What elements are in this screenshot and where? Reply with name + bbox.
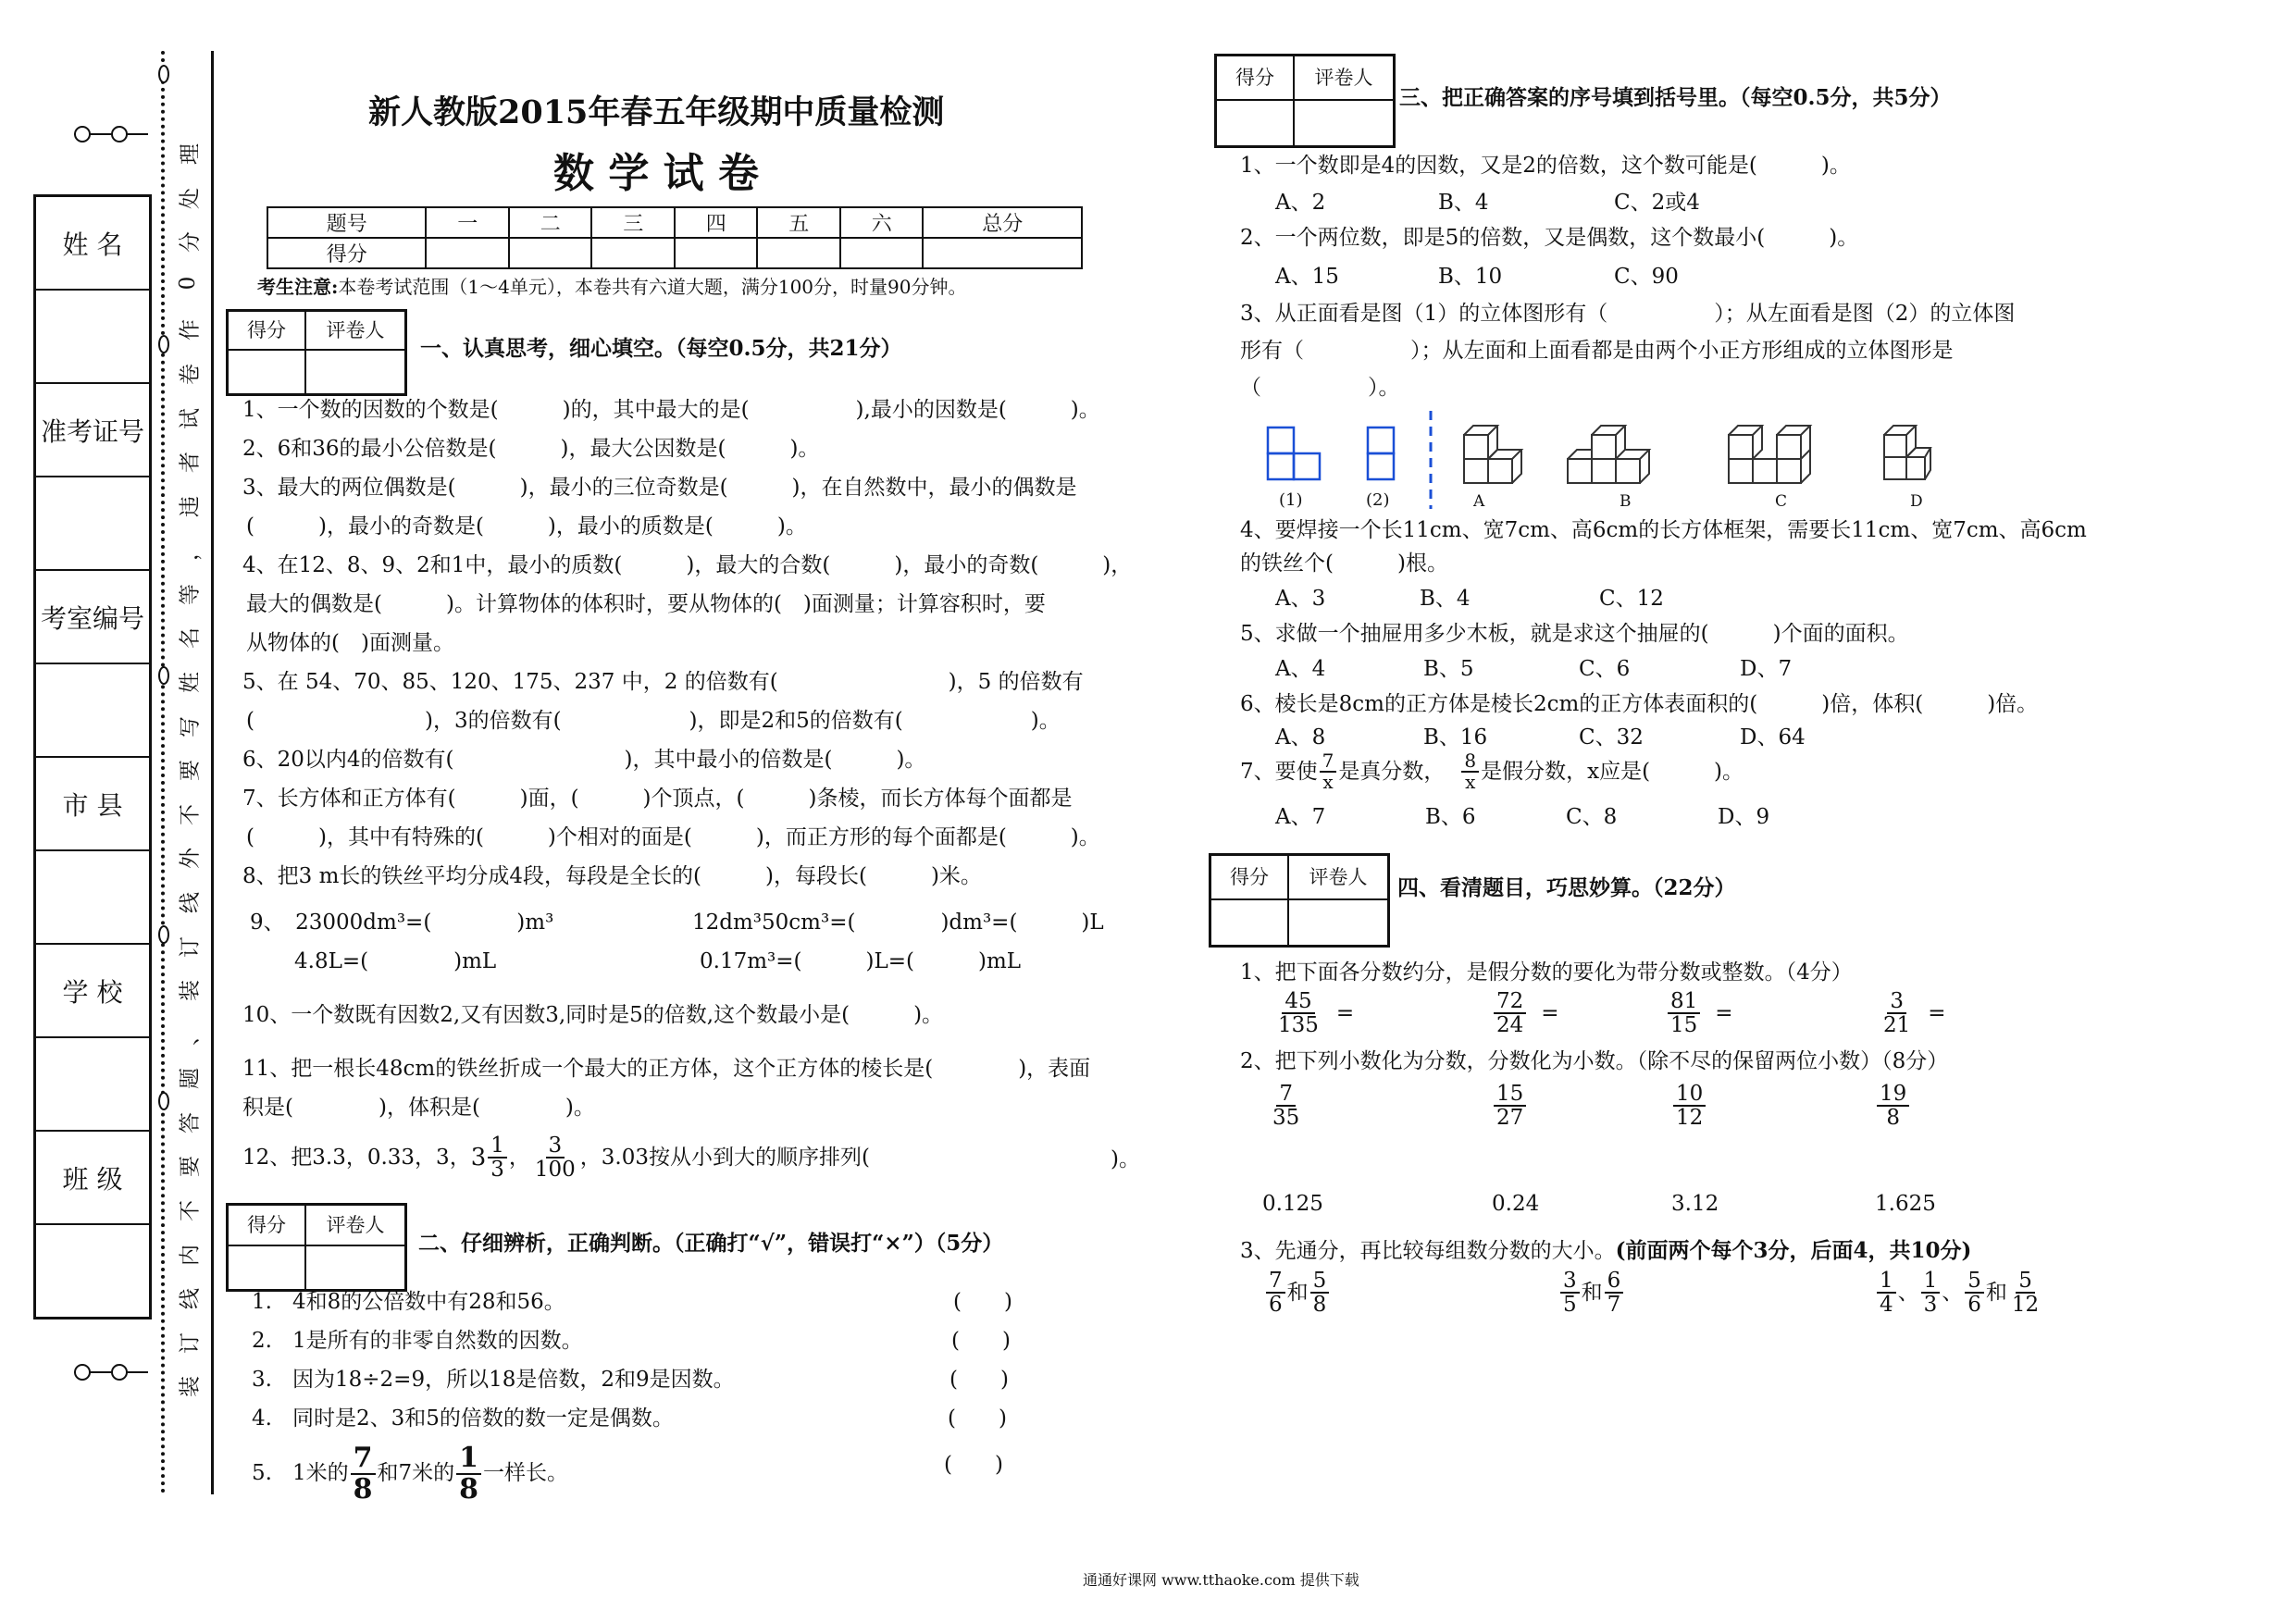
- fig-label-1: (1): [1279, 490, 1303, 510]
- fig-label-a: A: [1473, 492, 1485, 511]
- score-cell[interactable]: [840, 238, 924, 268]
- binding-char: 订: [178, 1332, 203, 1354]
- mc-q6-opt-d: D、64: [1740, 725, 1806, 750]
- exam-subtitle: 数 学 试 卷: [553, 150, 759, 197]
- mc-q2-opt-c: C、90: [1614, 265, 1679, 289]
- q10: 10、一个数既有因数2,又有因数3,同时是5的倍数,这个数最小是( )。: [242, 1003, 944, 1027]
- name-field[interactable]: [36, 291, 149, 384]
- binding-hole: [158, 65, 169, 83]
- judge-paren-1[interactable]: ( ): [953, 1290, 1012, 1314]
- q9-b: 12dm³50cm³=( )dm³=( )L: [692, 911, 1104, 935]
- binding-char: 要: [178, 760, 203, 782]
- exam-title: 新人教版2015年春五年级期中质量检测: [368, 93, 945, 131]
- judge-paren-2[interactable]: ( ): [951, 1329, 1011, 1353]
- q12-end: )。: [1111, 1147, 1140, 1171]
- binding-char: 者: [178, 452, 203, 474]
- binding-char: 线: [178, 891, 203, 913]
- mc-q7: 7、要使 $\frac{7}{x}$ 是真分数， $\frac{8}{x}$ 是假分数，x应是( )。: [1240, 750, 1744, 793]
- fig-label-d: D: [1910, 492, 1923, 511]
- binding-dotted-line: [161, 51, 165, 1494]
- binding-char: ，: [178, 539, 203, 562]
- exam-notice: [257, 278, 966, 296]
- binding-hole: [158, 1092, 169, 1110]
- mc-q1-opt-c: C、2或4: [1614, 191, 1700, 215]
- q9-a: 9、 23000dm³=( )m³: [250, 911, 554, 935]
- convert-decimal: 0.24: [1492, 1192, 1540, 1216]
- solid-b-figure: [1568, 426, 1649, 483]
- mc-q2-opt-b: B、10: [1438, 265, 1503, 289]
- convert-fraction: $\frac{7}{35}$: [1272, 1082, 1300, 1131]
- convert-fraction: $\frac{15}{27}$: [1492, 1083, 1528, 1129]
- fig-label-b: B: [1620, 492, 1632, 511]
- grader-box-section1: 得分 评卷人: [226, 309, 407, 396]
- mc-q6-opt-b: B、16: [1423, 725, 1488, 750]
- fill-blank-line: 2、6和36的最小公倍数是( )，最大公因数是( )。: [242, 437, 820, 461]
- solid-c-figure: [1729, 426, 1810, 483]
- binding-char: 、: [178, 1023, 203, 1046]
- mc-q4-opt-b: B、4: [1420, 587, 1471, 611]
- score-row-label: 得分: [267, 238, 426, 268]
- score-cell[interactable]: [509, 238, 592, 268]
- binding-char: 卷: [178, 363, 203, 385]
- fill-blank-line: 8、把3 m长的铁丝平均分成4段，每段是全长的( )，每段长( )米。: [242, 864, 982, 888]
- q12: 12、把3.3，0.33，3， 3 $\frac{1}{3}$ ， $\frac{3}{100}$ ，3.03按从小到大的顺序排列(: [242, 1134, 870, 1183]
- mc-q2: 2、一个两位数，即是5的倍数，又是偶数，这个数最小( )。: [1240, 226, 1859, 250]
- binding-hole: [158, 335, 169, 353]
- binding-char: 名: [178, 627, 203, 650]
- fig-label-2: (2): [1366, 490, 1390, 510]
- score-cell[interactable]: [923, 238, 1082, 268]
- mc-q4-opt-c: C、12: [1599, 587, 1664, 611]
- binding-char: 违: [178, 495, 203, 517]
- score-header-cell: 二: [509, 207, 592, 238]
- binding-hole: [158, 925, 169, 944]
- judge-paren-5[interactable]: ( ): [944, 1453, 1003, 1477]
- mc-q4-line1: 4、要焊接一个长11cm、宽7cm、高6cm的长方体框架，需要长11cm、宽7cm、高6cm: [1240, 518, 2087, 542]
- binding-char: 理: [178, 143, 203, 165]
- grader-box-section4: 得分 评卷人: [1209, 853, 1390, 948]
- fill-blank-line: 3、最大的两位偶数是( )，最小的三位奇数是( )，在自然数中，最小的偶数是: [242, 476, 1077, 500]
- section2-title: 二、仔细辨析，正确判断。（正确打“√”，错误打“×”）（5分）: [418, 1231, 1004, 1256]
- binding-char: 不: [178, 1200, 203, 1222]
- school-label: 学 校: [36, 945, 149, 1038]
- compare-group-3: $\frac{1}{4}$ 、 $\frac{1}{3}$ 、 $\frac{5}{6}$ 和 $\frac{5}{12}$: [1875, 1270, 2043, 1316]
- score-header-cell: 五: [757, 207, 840, 238]
- reduce-fraction: $\frac{3}{21}$ =: [1883, 989, 1946, 1038]
- mc-q1-opt-b: B、4: [1438, 191, 1489, 215]
- convert-decimal: 3.12: [1671, 1192, 1719, 1216]
- mc-q6-opt-a: A、8: [1275, 725, 1326, 750]
- mc-q5-opt-d: D、7: [1740, 657, 1793, 681]
- mc-q2-opt-a: A、15: [1275, 265, 1339, 289]
- judge-item-4: 4. 同时是2、3和5的倍数的数一定是偶数。: [252, 1406, 674, 1431]
- judge-item-2: 2. 1是所有的非零自然数的因数。: [252, 1329, 583, 1353]
- mc-q1: 1、一个数即是4的因数，又是2的倍数，这个数可能是( )。: [1240, 154, 1851, 178]
- grader-box-section2: 得分 评卷人: [226, 1203, 407, 1292]
- mc-q6-opt-c: C、32: [1579, 725, 1644, 750]
- q11-line1: 11、把一根长48cm的铁丝折成一个最大的正方体，这个正方体的棱长是( )，表面: [242, 1057, 1091, 1081]
- binding-top-ornament: [74, 130, 148, 139]
- room-number-label: 考室编号: [36, 571, 149, 664]
- notice-label: 考生注意:: [257, 276, 339, 298]
- binding-char: 处: [178, 187, 203, 209]
- binding-char: 姓: [178, 672, 203, 694]
- mc-q3-line3: （ ）。: [1240, 376, 1400, 400]
- exam-number-field[interactable]: [36, 477, 149, 571]
- room-number-field[interactable]: [36, 664, 149, 758]
- binding-char: 订: [178, 935, 203, 958]
- fill-blank-line: ( )，最小的奇数是( )，最小的质数是( )。: [246, 514, 807, 539]
- footer-credit: 通通好课网 www.tthaoke.com 提供下载: [1083, 1571, 1359, 1589]
- score-header-cell: 总分: [923, 207, 1082, 238]
- binding-char: 不: [178, 803, 203, 825]
- binding-char: 装: [178, 1376, 203, 1398]
- binding-char: 答: [178, 1111, 203, 1134]
- view-1-figure: [1268, 427, 1320, 479]
- compare-group-2: $\frac{3}{5}$ 和 $\frac{6}{7}$: [1558, 1270, 1625, 1316]
- mc-q7-opt-a: A、7: [1275, 805, 1326, 829]
- grader-box-section3: 得分 评卷人: [1214, 54, 1396, 148]
- reduce-fraction: $\frac{81}{15}$ =: [1666, 990, 1733, 1036]
- binding-char: 题: [178, 1068, 203, 1090]
- judge-item-1: 1. 4和8的公倍数中有28和56。: [252, 1290, 565, 1314]
- calc-part3: 3、先通分，再比较每组数分数的大小。(前面两个每个3分，后面4，共10分): [1240, 1238, 1972, 1263]
- q9-d: 0.17m³=( )L=( )mL: [700, 949, 1022, 973]
- judge-item-3: 3. 因为18÷2=9，所以18是倍数，2和9是因数。: [252, 1368, 735, 1392]
- mc-q4-line2: 的铁丝个( )根。: [1240, 551, 1448, 576]
- binding-char: 分: [178, 231, 203, 254]
- mc-q7-opt-d: D、9: [1718, 805, 1770, 829]
- school-field[interactable]: [36, 1038, 149, 1132]
- binding-char: 要: [178, 1156, 203, 1178]
- mc-q7-opt-c: C、8: [1566, 805, 1618, 829]
- fill-blank-line: ( )，3的倍数有( )，即是2和5的倍数有( )。: [246, 709, 1061, 733]
- binding-char: 装: [178, 980, 203, 1002]
- view-2-figure: [1368, 427, 1394, 479]
- binding-hole: [158, 666, 169, 685]
- compare-group-1: $\frac{7}{6}$ 和 $\frac{5}{8}$: [1264, 1270, 1331, 1316]
- class-field[interactable]: [36, 1225, 149, 1317]
- fill-blank-line: 从物体的( )面测量。: [246, 631, 454, 655]
- binding-char: 内: [178, 1244, 203, 1266]
- mc-q5: 5、求做一个抽屉用多少木板，就是求这个抽屉的( )个面的面积。: [1240, 622, 1909, 646]
- mc-q7-opt-b: B、6: [1425, 805, 1476, 829]
- mc-q5-opt-b: B、5: [1423, 657, 1474, 681]
- q11-line2: 积是( )，体积是( )。: [242, 1096, 595, 1120]
- exam-number-label: 准考证号: [36, 384, 149, 477]
- binding-char: 0: [176, 276, 200, 291]
- score-header-cell: 四: [675, 207, 758, 238]
- score-cell[interactable]: [426, 238, 509, 268]
- judge-item-5: 5. 1米的 $\frac{7}{8}$ 和7米的 $\frac{1}{8}$ 一样长。: [252, 1442, 569, 1505]
- fill-blank-line: 4、在12、8、9、2和1中，最小的质数( )，最大的合数( )，最小的奇数( )，: [242, 553, 1133, 577]
- convert-decimal: 0.125: [1262, 1192, 1323, 1216]
- section3-title: 三、把正确答案的序号填到括号里。（每空0.5分，共5分）: [1399, 85, 1952, 110]
- score-cell[interactable]: [675, 238, 758, 268]
- section1-title: 一、认真思考，细心填空。（每空0.5分，共21分）: [420, 336, 902, 361]
- score-header-cell: 题号: [267, 207, 426, 238]
- q9-c: 4.8L=( )mL: [294, 949, 497, 973]
- fig-label-c: C: [1775, 492, 1788, 511]
- score-cell[interactable]: [757, 238, 840, 268]
- notice-text: 本卷考试范围（1～4单元），本卷共有六道大题，满分100分，时量90分钟。: [338, 276, 967, 298]
- student-info-box: [33, 194, 152, 1319]
- reduce-fraction: $\frac{72}{24}$ =: [1492, 990, 1559, 1036]
- county-field[interactable]: [36, 851, 149, 945]
- binding-bottom-ornament: [74, 1368, 148, 1377]
- convert-decimal: 1.625: [1875, 1192, 1936, 1216]
- fill-blank-line: 最大的偶数是( )。计算物体的体积时，要从物体的( )面测量；计算容积时，要: [246, 592, 1046, 616]
- mc-q3-line2: 形有（ ）；从左面和上面看都是由两个小正方形组成的立体图形是: [1240, 339, 1954, 363]
- class-label: 班 级: [36, 1132, 149, 1225]
- score-summary-table: [267, 206, 1083, 269]
- mc-q3-line1: 3、从正面看是图（1）的立体图形有（ ）；从左面看是图（2）的立体图: [1240, 302, 2016, 326]
- fill-blank-line: 5、在 54、70、85、120、175、237 中，2 的倍数有( )，5 的倍数有: [242, 670, 1084, 694]
- calc-part2: 2、把下列小数化为分数，分数化为小数。（除不尽的保留两位小数）（8分）: [1240, 1049, 1949, 1073]
- fill-blank-line: 6、20以内4的倍数有( )，其中最小的倍数是( )。: [242, 748, 926, 772]
- convert-fraction: $\frac{10}{12}$: [1671, 1083, 1707, 1129]
- county-label: 市 县: [36, 758, 149, 851]
- score-header-cell: 一: [426, 207, 509, 238]
- reduce-fraction: $\frac{45}{135}$ =: [1278, 989, 1355, 1038]
- mc-q4-opt-a: A、3: [1275, 587, 1326, 611]
- name-label: 姓 名: [36, 197, 149, 291]
- mc-q1-opt-a: A、2: [1275, 191, 1326, 215]
- fill-blank-line: ( )，其中有特殊的( )个相对的面是( )，而正方形的每个面都是( )。: [246, 825, 1100, 849]
- binding-char: 写: [178, 715, 203, 737]
- solid-d-figure: [1884, 426, 1930, 479]
- binding-char: 外: [178, 848, 203, 870]
- convert-fraction: $\frac{19}{8}$: [1875, 1083, 1911, 1129]
- judge-paren-4[interactable]: ( ): [948, 1406, 1007, 1431]
- mc-q5-opt-c: C、6: [1579, 657, 1631, 681]
- calc-part1: 1、把下面各分数约分，是假分数的要化为带分数或整数。（4分）: [1240, 960, 1853, 985]
- binding-char: 等: [178, 583, 203, 605]
- binding-char: 试: [178, 407, 203, 429]
- fill-blank-line: 7、长方体和正方体有( )面，( )个顶点，( )条棱，而长方体每个面都是: [242, 787, 1073, 811]
- solid-a-figure: [1464, 426, 1521, 483]
- score-cell[interactable]: [591, 238, 675, 268]
- fill-blank-line: 1、一个数的因数的个数是( )的，其中最大的是( ),最小的因数是( )。: [242, 398, 1100, 422]
- mc-q6: 6、棱长是8cm的正方体是棱长2cm的正方体表面积的( )倍，体积( )倍。: [1240, 692, 2039, 716]
- binding-char: 线: [178, 1288, 203, 1310]
- binding-vertical-warning: [174, 139, 202, 1416]
- mc-q5-opt-a: A、4: [1275, 657, 1326, 681]
- judge-paren-3[interactable]: ( ): [949, 1368, 1009, 1392]
- binding-solid-line: [211, 51, 214, 1494]
- score-header-cell: 三: [591, 207, 675, 238]
- section4-title: 四、看清题目，巧思妙算。（22分）: [1397, 875, 1736, 900]
- binding-char: 作: [178, 319, 203, 341]
- score-header-cell: 六: [840, 207, 924, 238]
